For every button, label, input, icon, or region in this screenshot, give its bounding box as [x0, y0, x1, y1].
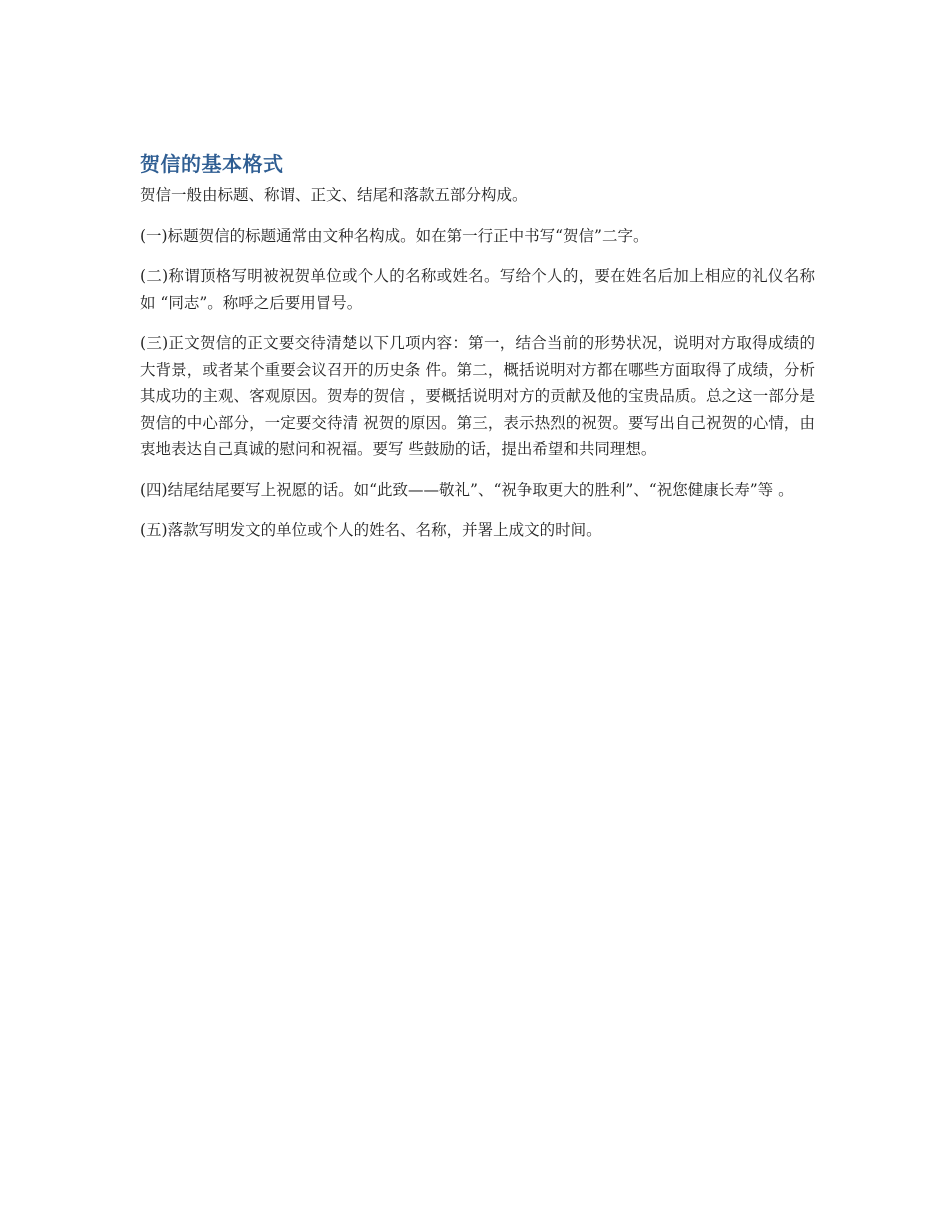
document-page	[140, 150, 815, 558]
section-signature-paragraph: (五)落款写明发文的单位或个人的姓名、名称，并署上成文的时间。	[140, 521, 602, 539]
section-closing-paragraph: (四)结尾结尾要写上祝愿的话。如“此致——敬礼”、“祝争取更大的胜利”、“祝您健康长寿”等 。	[140, 480, 794, 499]
section-salutation-paragraph: (二)称谓顶格写明被祝贺单位或个人的名称或姓名。写给个人的，要在姓名后加上相应的礼仪名称如 “同志”。称呼之后要用冒号。	[140, 267, 815, 312]
section-title-paragraph: (一)标题贺信的标题通常由文种名构成。如在第一行正中书写“贺信”二字。	[140, 226, 649, 245]
section-body-paragraph: (三)正文贺信的正文要交待清楚以下几项内容：第一，结合当前的形势状况，说明对方取得成绩的大背景，或者某个重要会议召开的历史条 件。第二，概括说明对方都在哪些方面取得了成绩，分析其成功的主观、客观原因。贺寿的贺信 ，要概括说明对方的贡献及他的宝贵品质。总之这一部分是贺信的中心部分，一定要交待清 祝贺的原因。第三，表示热烈的祝贺。要写出自己祝贺的心情，由衷地表达自己真诚的慰问和祝福。要写 些鼓励的话，提出希望和共同理想。	[140, 334, 815, 458]
intro-paragraph: 贺信一般由标题、称谓、正文、结尾和落款五部分构成。	[140, 186, 528, 204]
page-title: 贺信的基本格式	[140, 152, 284, 176]
